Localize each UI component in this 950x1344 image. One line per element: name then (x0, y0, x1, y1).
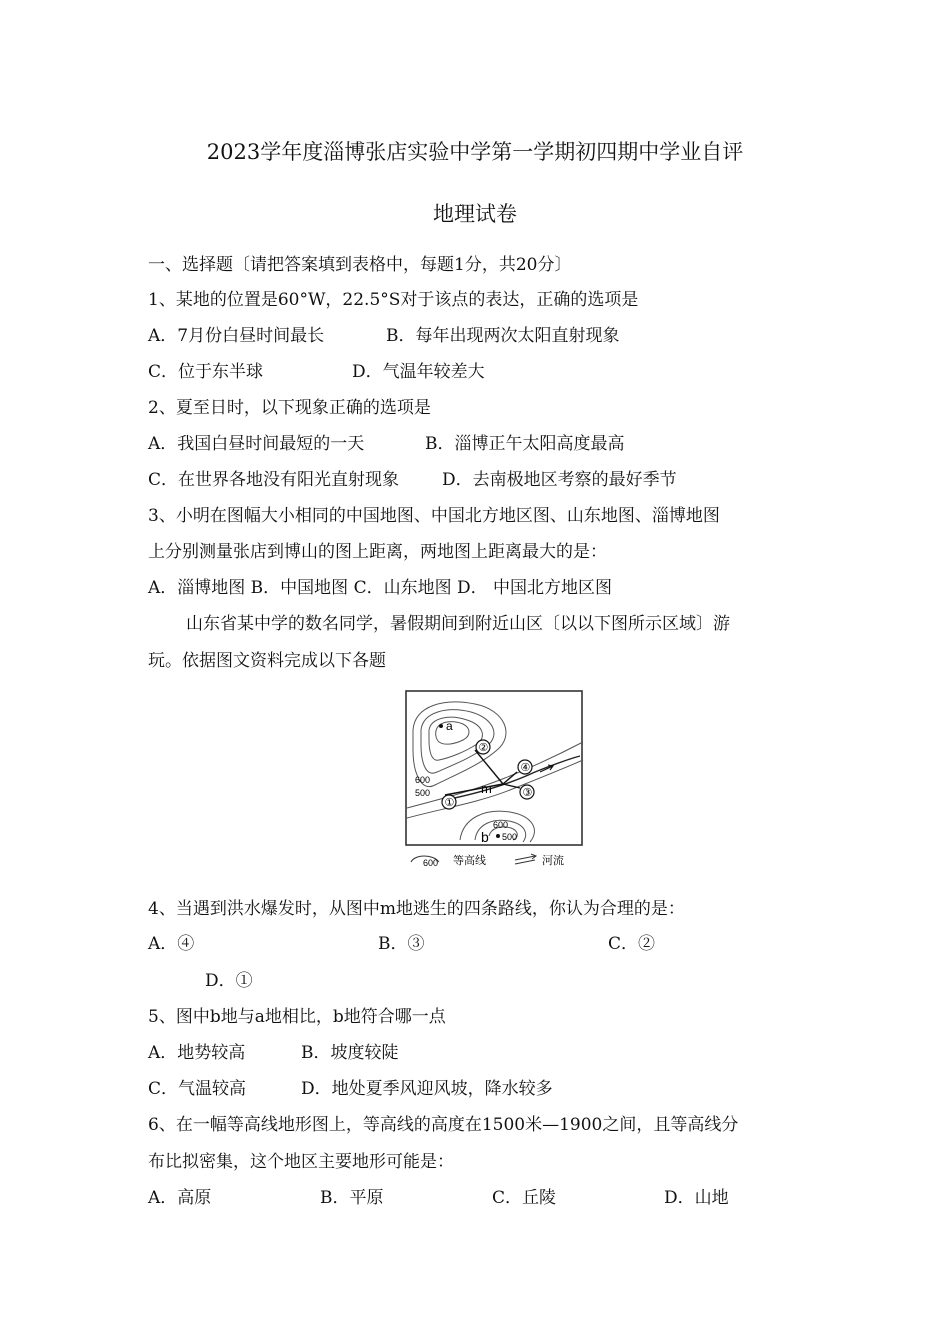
q2-option-a: A．我国白昼时间最短的一天 (148, 434, 365, 454)
q3-options: A．淄博地图 B．中国地图 C．山东地图 D． 中国北方地区图 (148, 578, 613, 598)
q1-stem: 1、某地的位置是60°W，22.5°S对于该点的表达，正确的选项是 (148, 290, 639, 310)
route-2-label: ② (478, 741, 489, 754)
q1-option-c: C．位于东半球 (148, 362, 264, 382)
route-3-label: ③ (522, 786, 533, 799)
passage-line2: 玩。依据图文资料完成以下各题 (148, 651, 386, 671)
q4-option-a: A．④ (148, 934, 195, 954)
q2-option-c: C．在世界各地没有阳光直射现象 (148, 470, 400, 490)
point-b-label: b (481, 829, 489, 845)
passage-line1: 山东省某中学的数名同学，暑假期间到附近山区〔以以下图所示区域〕游 (186, 614, 730, 634)
exam-subtitle: 地理试卷 (433, 202, 517, 226)
q5-option-a: A．地势较高 (148, 1043, 246, 1063)
route-1-label: ① (444, 796, 455, 809)
exam-title: 2023学年度淄博张店实验中学第一学期初四期中学业自评 (206, 140, 744, 164)
legend-river-label: 河流 (542, 854, 564, 867)
q6-stem-line2: 布比拟密集，这个地区主要地形可能是： (148, 1152, 454, 1172)
q6-option-c: C．丘陵 (492, 1188, 557, 1208)
q1-option-a: A．7月份白昼时间最长 (148, 326, 325, 346)
q4-option-d: D．① (205, 971, 253, 991)
q2-option-d: D．去南极地区考察的最好季节 (442, 470, 677, 490)
q5-stem: 5、图中b地与a地相比，b地符合哪一点 (148, 1007, 446, 1027)
q2-option-b: B．淄博正午太阳高度最高 (425, 434, 625, 454)
height-500-left: 500 (415, 788, 431, 798)
point-a-label: a (446, 719, 453, 733)
point-b-dot (496, 834, 500, 838)
q5-option-d: D．地处夏季风迎风坡，降水较多 (301, 1079, 553, 1099)
point-m-label: m (481, 781, 492, 796)
q1-option-d: D．气温年较差大 (352, 362, 485, 382)
q6-option-b: B．平原 (320, 1188, 384, 1208)
q6-option-d: D．山地 (664, 1188, 729, 1208)
q6-stem-line1: 6、在一幅等高线地形图上，等高线的高度在1500米—1900之间，且等高线分 (148, 1115, 739, 1135)
point-a-dot (439, 724, 443, 728)
q4-stem: 4、当遇到洪水爆发时，从图中m地逃生的四条路线，你认为合理的是： (148, 899, 685, 919)
legend-value: 600 (423, 858, 439, 868)
q5-option-b: B．坡度较陡 (301, 1043, 399, 1063)
q4-option-b: B．③ (378, 934, 425, 954)
q3-stem-line1: 3、小明在图幅大小相同的中国地图、中国北方地区图、山东地图、淄博地图 (148, 506, 720, 526)
legend-river-symbol (515, 854, 536, 864)
contour-map-figure (405, 690, 585, 868)
legend-contour-label: 等高线 (453, 854, 486, 867)
q2-stem: 2、夏至日时，以下现象正确的选项是 (148, 398, 431, 418)
route-4-label: ④ (520, 761, 531, 774)
q6-option-a: A．高原 (148, 1188, 212, 1208)
q5-option-c: C．气温较高 (148, 1079, 247, 1099)
section-heading: 一、选择题〔请把答案填到表格中，每题1分，共20分〕 (148, 255, 572, 275)
height-500-bottom: 500 (502, 832, 518, 842)
q4-option-c: C．② (608, 934, 656, 954)
q1-option-b: B．每年出现两次太阳直射现象 (386, 326, 620, 346)
q3-stem-line2: 上分别测量张店到博山的图上距离，两地图上距离最大的是： (148, 542, 607, 562)
height-600-left: 600 (415, 775, 431, 785)
height-600-bottom: 600 (493, 820, 509, 830)
